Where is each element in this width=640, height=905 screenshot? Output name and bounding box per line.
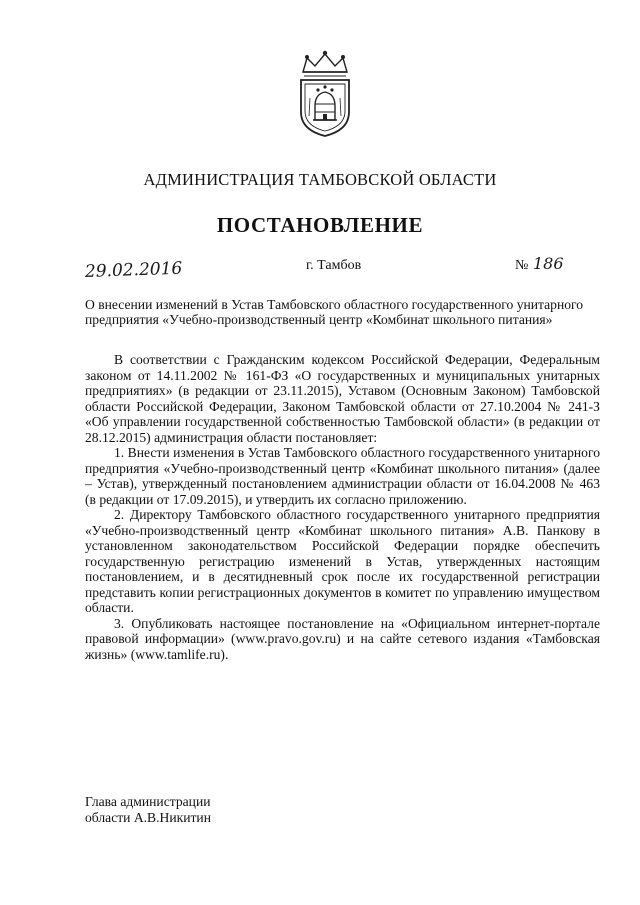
document-title: ПОСТАНОВЛЕНИЕ (216, 213, 424, 237)
document-number: 186 (533, 254, 564, 273)
tambov-coat-of-arms-icon (293, 50, 357, 138)
signature-name: области А.В.Никитин (85, 809, 211, 825)
number-label: № (515, 258, 529, 273)
document-city: г. Тамбов (306, 258, 362, 273)
document-subject: О внесении изменений в Устав Тамбовского областного государственного унитарного предприятия «Учебно-производственный центр «Комбинат школьного питания» (85, 297, 584, 328)
clause-1-paragraph: 1. Внести изменения в Устав Тамбовского областного государственного унитарного предприятия «Учебно-производственный центр «Комбинат школьного питания» (далее – Устав), утвержденный постановлением администрации области от 16.04.2008 № 463 (в редакции от 17.09.2015), и утвердить их согласно приложению. (85, 445, 600, 507)
signature-position: Глава администрации (85, 794, 211, 809)
document-date: 29.02.2016 (84, 258, 183, 282)
signature-block (85, 794, 385, 825)
preamble-paragraph: В соответствии с Гражданским кодексом Российской Федерации, Федеральным законом от 14.11.2002 № 161-ФЗ «О государственных и муниципальных унитарных предприятиях» (в редакции от 23.11.2015), Уставом (Основным Законом) Тамбовской области Российской Федерации, Законом Тамбовской области от 27.10.2004 № 241-З «Об управлении государственной собственностью Тамбовской области» (в редакции от 28.12.2015) администрация области постановляет: (85, 352, 600, 445)
document-body (85, 352, 600, 662)
clause-3-paragraph: 3. Опубликовать настоящее постановление на «Официальном интернет-портале правовой информации» (www.pravo.gov.ru) и на сайте сетевого издания «Тамбовская жизнь» (www.tamlife.ru). (85, 615, 600, 662)
organization-name: АДМИНИСТРАЦИЯ ТАМБОВСКОЙ ОБЛАСТИ (143, 170, 497, 189)
clause-2-paragraph: 2. Директору Тамбовского областного государственного унитарного предприятия «Учебно-производственный центр «Комбинат школьного питания» А.В. Панкову в установленном законодательством Российской Федерации порядке обеспечить государственную регистрацию изменений в Устав, утвержденных настоящим постановлением, и в десятидневный срок после их государственной регистрации представить копии регистрационных документов в комитет по управлению имуществом области. (85, 507, 600, 615)
